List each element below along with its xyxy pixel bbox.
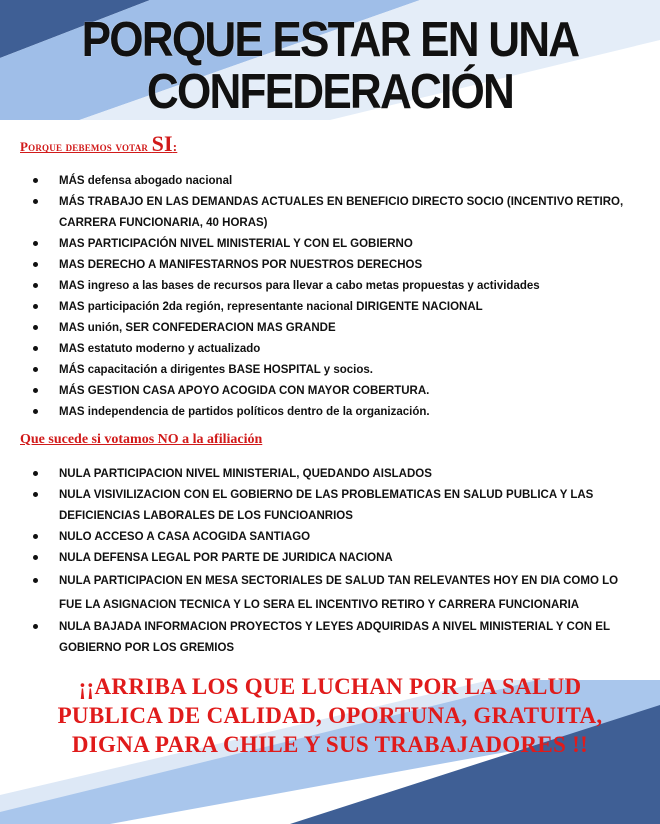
list-item-text: MÁS GESTION CASA APOYO ACOGIDA CON MAYOR COBERTURA. (59, 385, 430, 397)
slogan-line-1: ¡¡ARRIBA LOS QUE LUCHAN POR LA SALUD (78, 674, 582, 699)
list-item-text: MAS estatuto moderno y actualizado (59, 343, 261, 355)
section-yes-heading-prefix: Porque debemos votar (20, 139, 152, 154)
list-item (0, 192, 660, 234)
list-item (0, 276, 660, 297)
list-item-text: NULO ACCESO A CASA ACOGIDA SANTIAGO (59, 531, 311, 543)
slogan-line-3: DIGNA PARA CHILE Y SUS TRABAJADORES !! (71, 732, 589, 757)
section-yes-heading (20, 131, 177, 157)
list-item (0, 569, 660, 617)
list-item (0, 297, 660, 318)
list-item (0, 617, 660, 659)
page-title (33, 14, 627, 118)
list-item (0, 381, 660, 402)
bullet-icon (33, 555, 38, 560)
section-no-heading: Que sucede si votamos NO a la afiliación (20, 432, 263, 447)
list-item (0, 255, 660, 276)
list-item-text: MÁS TRABAJO EN LAS DEMANDAS ACTUALES EN BENEFICIO DIRECTO SOCIO (INCENTIVO RETIRO, CARRERA FUNCIONARIA, 40 HORAS) (59, 196, 624, 229)
bullet-icon (33, 241, 38, 246)
bullet-icon (33, 283, 38, 288)
bullet-icon (33, 199, 38, 204)
bullet-icon (33, 346, 38, 351)
bullet-icon (33, 492, 38, 497)
section-no-list (0, 464, 660, 659)
list-item (0, 360, 660, 381)
section-yes-heading-suffix: : (172, 139, 178, 154)
list-item (0, 527, 660, 548)
list-item (0, 339, 660, 360)
title-line-1: PORQUE ESTAR EN UNA (81, 13, 579, 67)
bullet-icon (33, 409, 38, 414)
bullet-icon (33, 534, 38, 539)
bullet-icon (33, 471, 38, 476)
bullet-icon (33, 388, 38, 393)
list-item-text: NULA PARTICIPACION EN MESA SECTORIALES DE SALUD TAN RELEVANTES HOY EN DIA COMO LO FUE LA ASIGNACION TECNICA Y LO SERA EL INCENTIVO RETIRO Y CARRERA FUNCIONARIA (59, 575, 619, 611)
list-item-text: NULA BAJADA INFORMACION PROYECTOS Y LEYES ADQUIRIDAS A NIVEL MINISTERIAL Y CON EL GOBIERNO POR LOS GREMIOS (59, 621, 610, 654)
bullet-icon (33, 624, 38, 629)
title-line-2: CONFEDERACIÓN (146, 65, 514, 119)
bullet-icon (33, 578, 38, 583)
list-item (0, 548, 660, 569)
section-yes-heading-emphasis: SI (151, 131, 173, 156)
list-item (0, 318, 660, 339)
list-item (0, 171, 660, 192)
slogan (0, 672, 660, 759)
slogan-line-2: PUBLICA DE CALIDAD, OPORTUNA, GRATUITA, (57, 703, 603, 728)
bullet-icon (33, 262, 38, 267)
list-item-text: MAS PARTICIPACIÓN NIVEL MINISTERIAL Y CON EL GOBIERNO (59, 238, 413, 250)
list-item-text: MAS unión, SER CONFEDERACION MAS GRANDE (59, 322, 336, 334)
bullet-icon (33, 367, 38, 372)
list-item-text: MAS participación 2da región, representante nacional DIRIGENTE NACIONAL (59, 301, 483, 313)
list-item-text: MAS ingreso a las bases de recursos para llevar a cabo metas propuestas y actividades (59, 280, 540, 292)
list-item (0, 464, 660, 485)
list-item-text: NULA PARTICIPACION NIVEL MINISTERIAL, QUEDANDO AISLADOS (59, 468, 432, 480)
list-item-text: MÁS capacitación a dirigentes BASE HOSPITAL y socios. (59, 364, 373, 376)
list-item-text: NULA VISIVILIZACION CON EL GOBIERNO DE LAS PROBLEMATICAS EN SALUD PUBLICA Y LAS DEFICIENCIAS LABORALES DE LOS FUNCIOANRIOS (59, 489, 594, 522)
bullet-icon (33, 178, 38, 183)
bullet-icon (33, 325, 38, 330)
list-item-text: MAS independencia de partidos políticos dentro de la organización. (59, 406, 430, 418)
bullet-icon (33, 304, 38, 309)
list-item (0, 402, 660, 423)
list-item-text: NULA DEFENSA LEGAL POR PARTE DE JURIDICA NACIONA (59, 552, 393, 564)
list-item (0, 234, 660, 255)
list-item-text: MÁS defensa abogado nacional (59, 175, 233, 187)
list-item (0, 485, 660, 527)
list-item-text: MAS DERECHO A MANIFESTARNOS POR NUESTROS DERECHOS (59, 259, 423, 271)
section-yes-list (0, 171, 660, 423)
